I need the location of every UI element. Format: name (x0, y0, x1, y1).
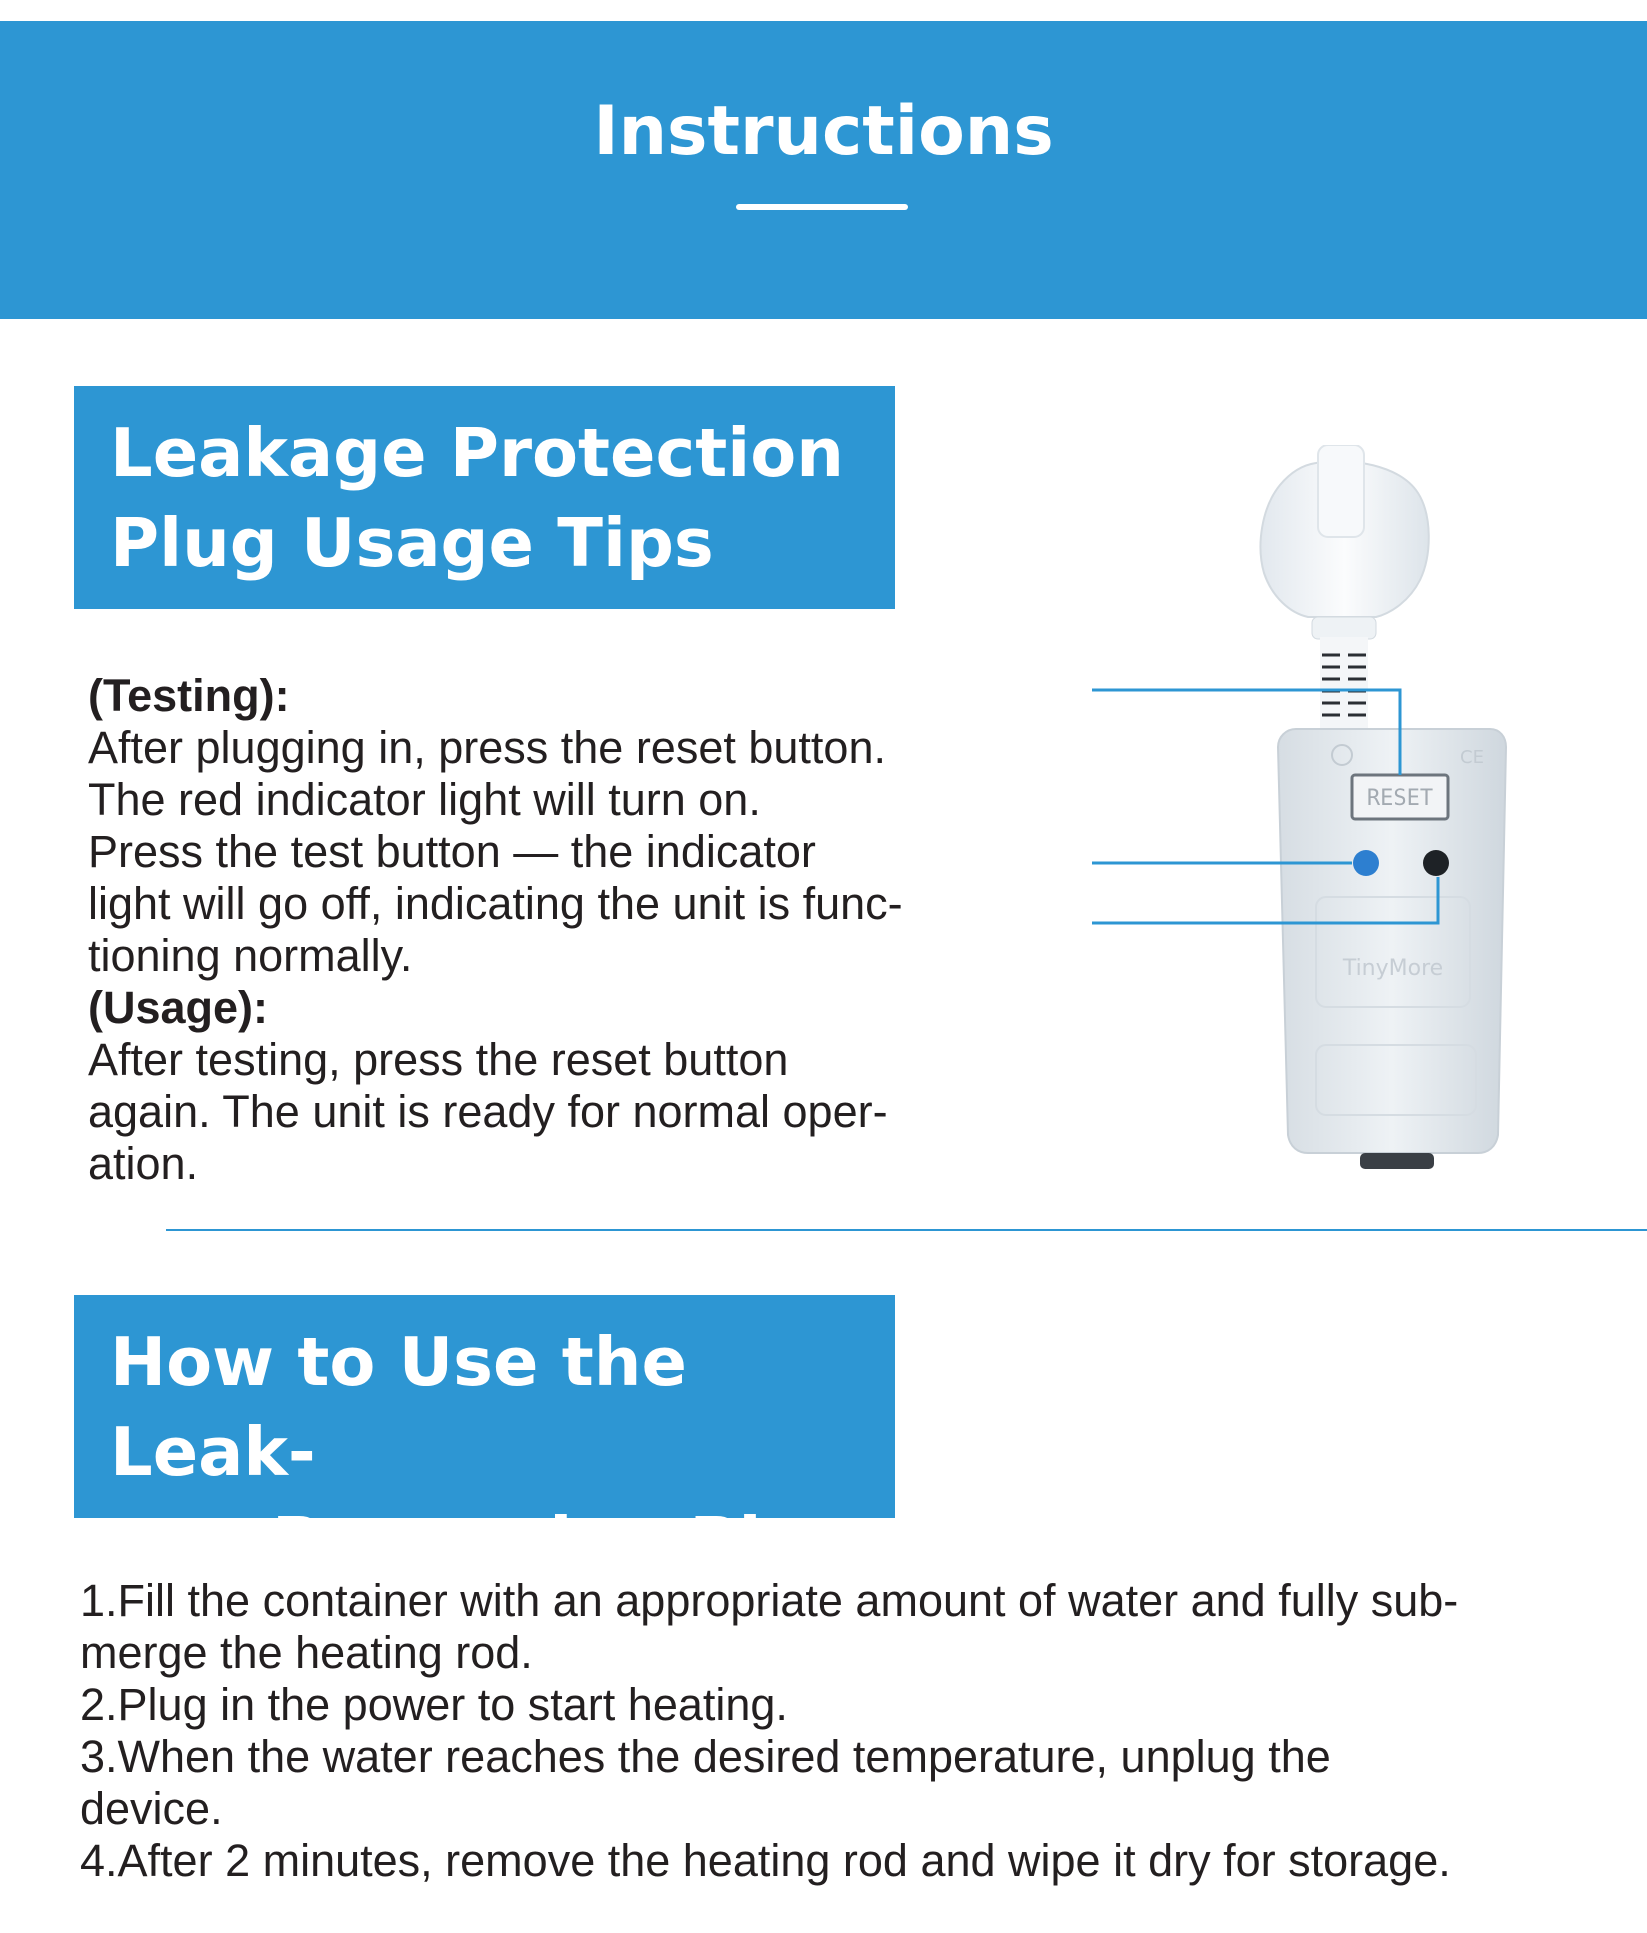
reset-label: RESET (1366, 786, 1434, 811)
how-to-use-steps (80, 1575, 1620, 1887)
how-to-use-heading-box (74, 1295, 895, 1581)
indicator-light-icon (1353, 850, 1379, 876)
testing-line: Press the test button — the indicator (88, 826, 816, 877)
step-line: merge the heating rod. (80, 1627, 533, 1678)
usage-tips-heading (110, 408, 890, 588)
brand-label: TinyMore (1342, 956, 1444, 981)
usage-line: After testing, press the reset button (88, 1034, 789, 1085)
svg-text:CE: CE (1460, 747, 1484, 768)
step-line: 2.Plug in the power to start heating. (80, 1679, 788, 1730)
usage-tips-heading-line2: Plug Usage Tips (110, 504, 714, 582)
how-to-use-heading (110, 1317, 890, 1587)
usage-tips-heading-box (74, 386, 895, 609)
usage-line: again. The unit is ready for normal oper- (88, 1086, 888, 1137)
how-to-use-heading-line2: age Protection Plug (110, 1503, 858, 1581)
step-line: device. (80, 1783, 223, 1834)
plug-head-icon (1261, 445, 1429, 639)
test-button-icon (1423, 850, 1449, 876)
cable-icon (1320, 637, 1368, 729)
banner-title: Instructions (593, 92, 1054, 171)
usage-tips-text (88, 670, 988, 1190)
how-to-use-heading-line1: How to Use the Leak- (110, 1323, 687, 1491)
usage-tips-heading-line1: Leakage Protection (110, 414, 844, 492)
step-line: 1.Fill the container with an appropriate amount of water and fully sub- (80, 1575, 1459, 1626)
leakage-protection-plug-illustration (1080, 445, 1560, 1175)
protector-body-icon (1278, 729, 1506, 1169)
testing-line: The red indicator light will turn on. (88, 774, 761, 825)
section-divider (166, 1229, 1647, 1231)
step-line: 3.When the water reaches the desired temperature, unplug the (80, 1731, 1331, 1782)
testing-line: After plugging in, press the reset button. (88, 722, 886, 773)
step-line: 4.After 2 minutes, remove the heating rod and wipe it dry for storage. (80, 1835, 1451, 1886)
usage-line: ation. (88, 1138, 199, 1189)
testing-line: light will go off, indicating the unit is func- (88, 878, 903, 929)
usage-header: (Usage): (88, 982, 269, 1033)
testing-header: (Testing): (88, 670, 290, 721)
testing-line: tioning normally. (88, 930, 413, 981)
banner-underline (736, 204, 908, 210)
